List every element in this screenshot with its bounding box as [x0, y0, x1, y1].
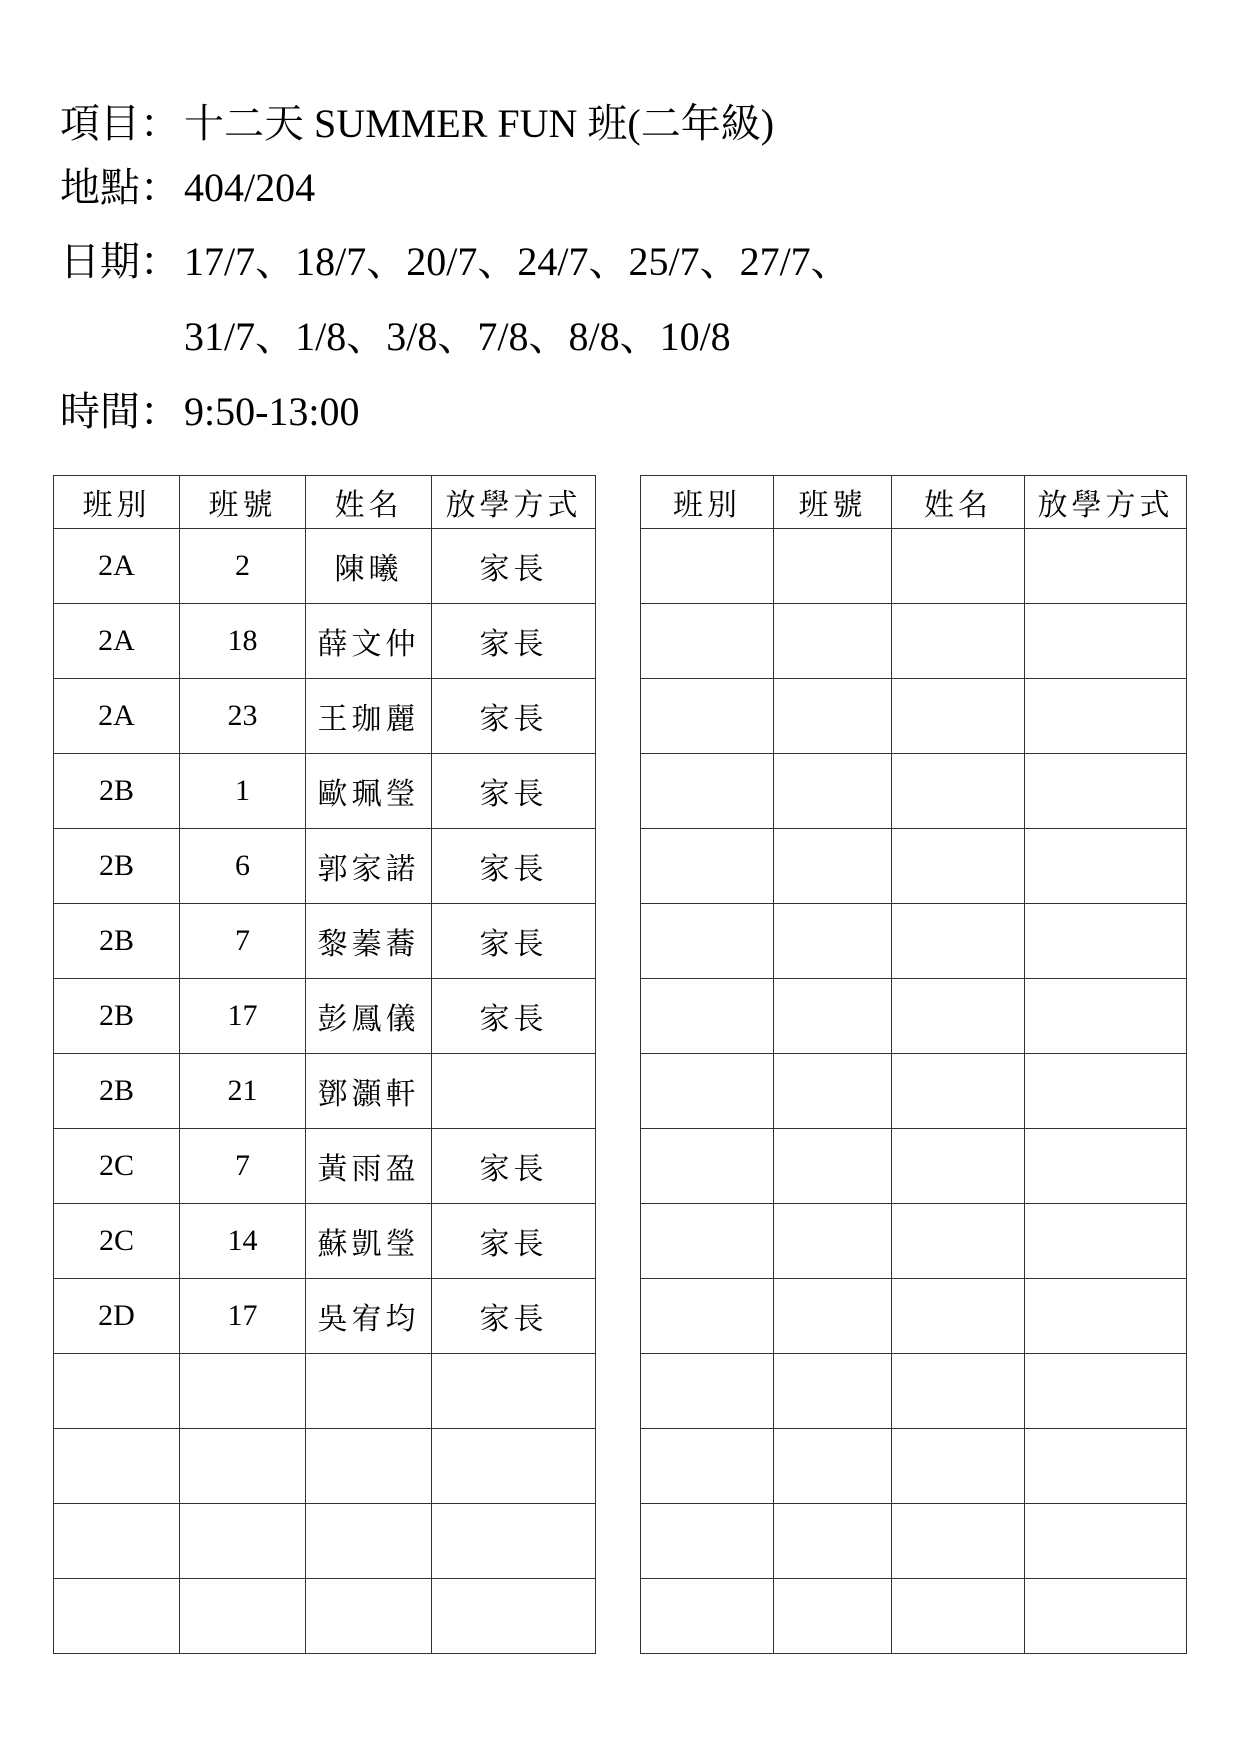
- cell-name: [306, 1354, 432, 1429]
- cell-class: [54, 1429, 180, 1504]
- cell-name: [306, 1504, 432, 1579]
- cell-number: [774, 1579, 892, 1654]
- cell-number: [774, 829, 892, 904]
- table-row: [641, 1579, 1187, 1654]
- cell-class: 2A: [54, 529, 180, 604]
- cell-name: [892, 1354, 1025, 1429]
- roster-table-right: [640, 475, 1187, 1654]
- table-row: [641, 979, 1187, 1054]
- cell-class: [641, 679, 774, 754]
- table-row: [54, 754, 596, 829]
- table-row: [641, 904, 1187, 979]
- cell-class: [641, 1429, 774, 1504]
- cell-dismissal: 家長: [432, 1204, 596, 1279]
- cell-number: [180, 1504, 306, 1579]
- cell-dismissal: [1025, 829, 1187, 904]
- cell-name: 鄧灝軒: [306, 1054, 432, 1129]
- project-value: 十二天 SUMMER FUN 班(二年級): [184, 101, 775, 146]
- cell-dismissal: 家長: [432, 979, 596, 1054]
- table-row: [54, 1504, 596, 1579]
- table-row: [641, 1129, 1187, 1204]
- cell-dismissal: [1025, 604, 1187, 679]
- cell-dismissal: 家長: [432, 604, 596, 679]
- cell-number: 18: [180, 604, 306, 679]
- cell-class: [641, 529, 774, 604]
- cell-name: [892, 1129, 1025, 1204]
- cell-class: [641, 754, 774, 829]
- cell-number: 14: [180, 1204, 306, 1279]
- header-dismissal: 放學方式: [1025, 476, 1187, 529]
- table-row: [54, 1279, 596, 1354]
- cell-number: [774, 979, 892, 1054]
- cell-number: [774, 1429, 892, 1504]
- cell-number: [774, 529, 892, 604]
- cell-name: [892, 529, 1025, 604]
- cell-class: 2B: [54, 904, 180, 979]
- cell-class: 2A: [54, 679, 180, 754]
- cell-name: 黎蓁蕎: [306, 904, 432, 979]
- cell-number: [774, 1054, 892, 1129]
- cell-class: 2B: [54, 979, 180, 1054]
- cell-name: [892, 1429, 1025, 1504]
- cell-name: 王珈麗: [306, 679, 432, 754]
- cell-dismissal: [432, 1429, 596, 1504]
- cell-number: 17: [180, 1279, 306, 1354]
- cell-class: [641, 1054, 774, 1129]
- cell-name: [892, 679, 1025, 754]
- time-value: 9:50-13:00: [184, 389, 360, 434]
- cell-dismissal: [432, 1579, 596, 1654]
- cell-dismissal: 家長: [432, 829, 596, 904]
- cell-name: 郭家諾: [306, 829, 432, 904]
- header-name: 姓名: [892, 476, 1025, 529]
- date-value-line1: 17/7、18/7、20/7、24/7、25/7、27/7、: [184, 239, 851, 284]
- cell-name: 薛文仲: [306, 604, 432, 679]
- cell-class: [54, 1354, 180, 1429]
- cell-class: 2B: [54, 754, 180, 829]
- cell-name: [892, 979, 1025, 1054]
- table-row: [54, 604, 596, 679]
- cell-number: 1: [180, 754, 306, 829]
- cell-dismissal: [1025, 1204, 1187, 1279]
- cell-name: 蘇凱瑩: [306, 1204, 432, 1279]
- table-row: [54, 529, 596, 604]
- project-line: [60, 101, 775, 147]
- cell-name: [892, 1054, 1025, 1129]
- roster-body-left: [54, 529, 596, 1654]
- table-row: [641, 529, 1187, 604]
- table-row: [641, 1429, 1187, 1504]
- cell-number: [774, 604, 892, 679]
- cell-class: 2D: [54, 1279, 180, 1354]
- header-class: 班別: [641, 476, 774, 529]
- cell-name: [306, 1579, 432, 1654]
- cell-class: [641, 979, 774, 1054]
- cell-name: [892, 1504, 1025, 1579]
- cell-dismissal: [1025, 1504, 1187, 1579]
- cell-class: [641, 904, 774, 979]
- cell-number: [774, 1504, 892, 1579]
- time-line: [60, 389, 360, 435]
- cell-name: [892, 904, 1025, 979]
- table-row: [641, 604, 1187, 679]
- cell-number: 2: [180, 529, 306, 604]
- table-row: [54, 1354, 596, 1429]
- cell-name: 吳宥均: [306, 1279, 432, 1354]
- header-row: [54, 476, 596, 529]
- cell-number: 6: [180, 829, 306, 904]
- cell-name: [892, 604, 1025, 679]
- cell-name: 黃雨盈: [306, 1129, 432, 1204]
- cell-name: [892, 1204, 1025, 1279]
- cell-class: 2B: [54, 1054, 180, 1129]
- cell-class: 2A: [54, 604, 180, 679]
- cell-class: [641, 1579, 774, 1654]
- cell-name: 歐珮瑩: [306, 754, 432, 829]
- cell-number: [180, 1429, 306, 1504]
- table-row: [641, 1504, 1187, 1579]
- table-row: [641, 1354, 1187, 1429]
- cell-number: 7: [180, 904, 306, 979]
- cell-dismissal: 家長: [432, 679, 596, 754]
- cell-dismissal: [432, 1504, 596, 1579]
- header-row: [641, 476, 1187, 529]
- cell-dismissal: [432, 1054, 596, 1129]
- table-row: [54, 1429, 596, 1504]
- cell-number: [774, 679, 892, 754]
- cell-number: [774, 904, 892, 979]
- cell-name: [306, 1429, 432, 1504]
- roster-table-left: [53, 475, 596, 1654]
- cell-number: 17: [180, 979, 306, 1054]
- cell-dismissal: 家長: [432, 1129, 596, 1204]
- cell-class: [641, 604, 774, 679]
- cell-class: [641, 829, 774, 904]
- cell-number: [180, 1579, 306, 1654]
- cell-number: 21: [180, 1054, 306, 1129]
- cell-number: [774, 1354, 892, 1429]
- cell-name: [892, 754, 1025, 829]
- cell-class: [641, 1504, 774, 1579]
- cell-number: [774, 1279, 892, 1354]
- cell-dismissal: [432, 1354, 596, 1429]
- cell-dismissal: [1025, 1129, 1187, 1204]
- cell-name: 彭鳳儀: [306, 979, 432, 1054]
- roster-body-right: [641, 529, 1187, 1654]
- cell-dismissal: [1025, 529, 1187, 604]
- cell-name: [892, 829, 1025, 904]
- header-number: 班號: [774, 476, 892, 529]
- cell-dismissal: [1025, 754, 1187, 829]
- cell-dismissal: [1025, 679, 1187, 754]
- cell-name: 陳曦: [306, 529, 432, 604]
- table-row: [54, 1204, 596, 1279]
- table-row: [641, 829, 1187, 904]
- cell-class: [641, 1129, 774, 1204]
- date-line: [60, 239, 851, 285]
- cell-class: [641, 1354, 774, 1429]
- table-row: [641, 1054, 1187, 1129]
- cell-dismissal: 家長: [432, 529, 596, 604]
- cell-name: [892, 1279, 1025, 1354]
- header-class: 班別: [54, 476, 180, 529]
- cell-number: [774, 754, 892, 829]
- table-row: [641, 1204, 1187, 1279]
- cell-dismissal: [1025, 1429, 1187, 1504]
- cell-class: [641, 1204, 774, 1279]
- location-label: 地點：: [60, 165, 180, 211]
- table-row: [641, 1279, 1187, 1354]
- cell-dismissal: 家長: [432, 1279, 596, 1354]
- cell-dismissal: [1025, 904, 1187, 979]
- project-label: 項目：: [60, 101, 180, 147]
- cell-dismissal: [1025, 1054, 1187, 1129]
- cell-dismissal: [1025, 1354, 1187, 1429]
- table-row: [54, 979, 596, 1054]
- cell-number: [180, 1354, 306, 1429]
- date-value-line2: 31/7、1/8、3/8、7/8、8/8、10/8: [184, 314, 731, 359]
- table-row: [54, 1579, 596, 1654]
- cell-name: [892, 1579, 1025, 1654]
- cell-class: [641, 1279, 774, 1354]
- cell-class: [54, 1579, 180, 1654]
- table-row: [54, 1129, 596, 1204]
- table-row: [54, 679, 596, 754]
- cell-number: 7: [180, 1129, 306, 1204]
- table-row: [54, 1054, 596, 1129]
- cell-dismissal: [1025, 1579, 1187, 1654]
- date-label: 日期：: [60, 239, 180, 285]
- cell-class: 2C: [54, 1204, 180, 1279]
- header-dismissal: 放學方式: [432, 476, 596, 529]
- cell-dismissal: [1025, 1279, 1187, 1354]
- table-row: [54, 904, 596, 979]
- cell-dismissal: 家長: [432, 754, 596, 829]
- cell-number: 23: [180, 679, 306, 754]
- cell-number: [774, 1129, 892, 1204]
- time-label: 時間：: [60, 389, 180, 435]
- location-value: 404/204: [184, 165, 316, 210]
- cell-number: [774, 1204, 892, 1279]
- header-name: 姓名: [306, 476, 432, 529]
- location-line: [60, 165, 316, 211]
- date-line-continued: [184, 314, 731, 359]
- cell-dismissal: 家長: [432, 904, 596, 979]
- cell-dismissal: [1025, 979, 1187, 1054]
- table-row: [641, 754, 1187, 829]
- table-row: [641, 679, 1187, 754]
- cell-class: [54, 1504, 180, 1579]
- header-number: 班號: [180, 476, 306, 529]
- table-row: [54, 829, 596, 904]
- cell-class: 2C: [54, 1129, 180, 1204]
- cell-class: 2B: [54, 829, 180, 904]
